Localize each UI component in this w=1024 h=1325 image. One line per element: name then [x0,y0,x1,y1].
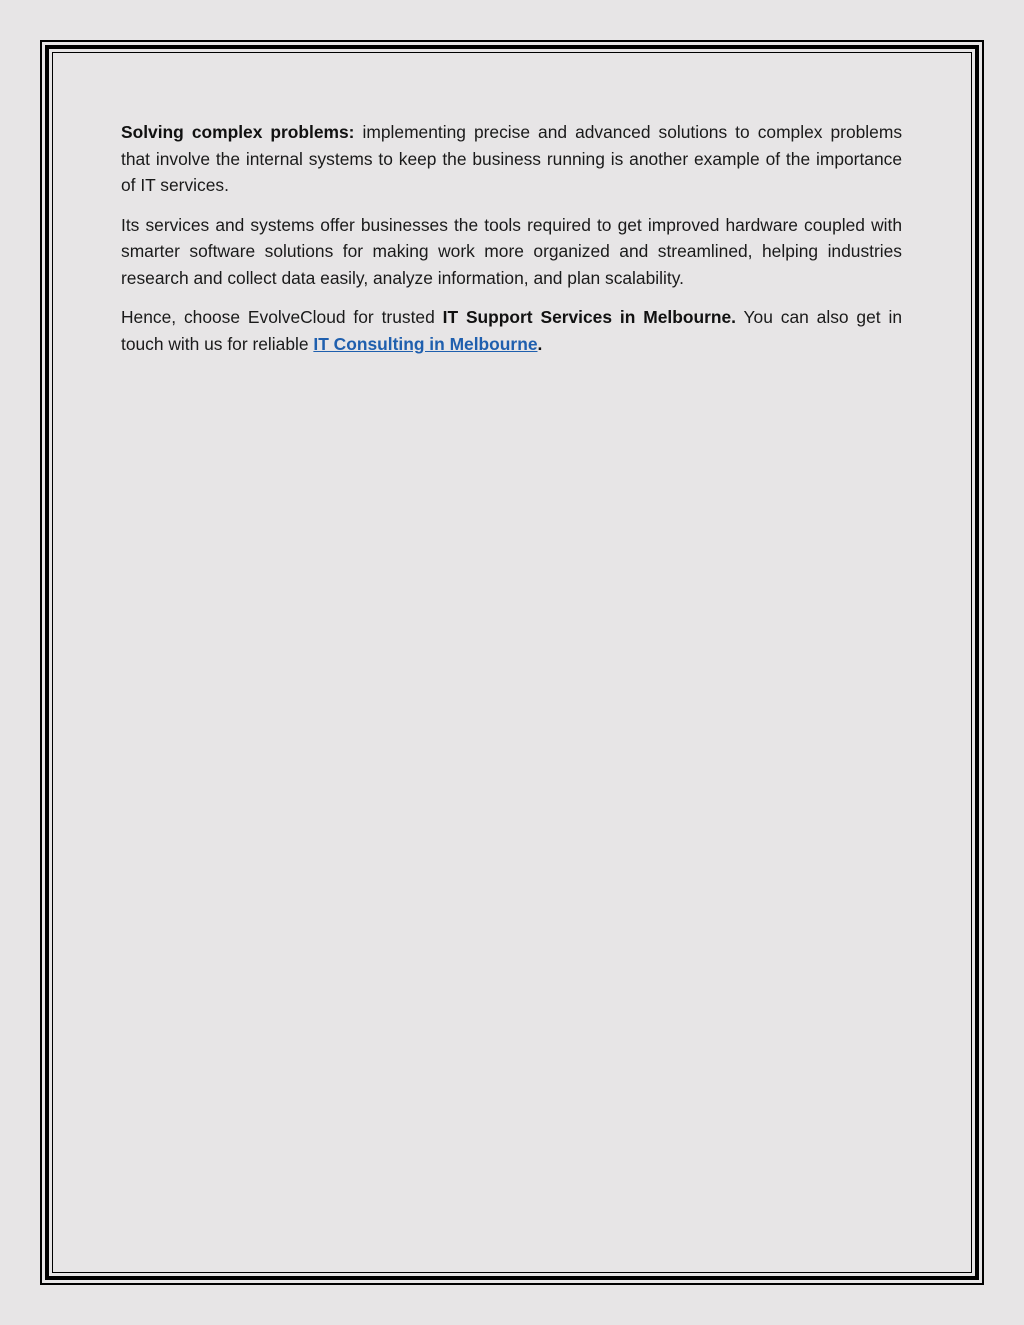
paragraph-text: implementing precise and advanced solutions to complex problems that involve the internal systems to keep the business running is another example of the importance of IT services. [121,122,903,195]
paragraph-text: Its services and systems offer businesses the tools required to get improved hardware coupled with smarter software solutions for making work more organized and streamlined, helping industries research and collect data easily, analyze information, and plan scalability. [121,214,902,288]
paragraph-bold-lead: Solving complex problems: [121,122,355,142]
document-body [121,119,902,370]
paragraph-services-systems [121,212,902,292]
trailing-period: . [537,333,543,354]
bold-service-phrase: IT Support Services in Melbourne. [442,307,736,327]
paragraph-call-to-action [121,304,902,357]
paragraph-text-middle: You can also get in touch with us for reliable [121,307,903,354]
it-consulting-link[interactable]: IT Consulting in Melbourne [313,333,538,354]
paragraph-solving-problems [121,119,902,199]
paragraph-text-before: Hence, choose EvolveCloud for trusted [121,307,443,327]
